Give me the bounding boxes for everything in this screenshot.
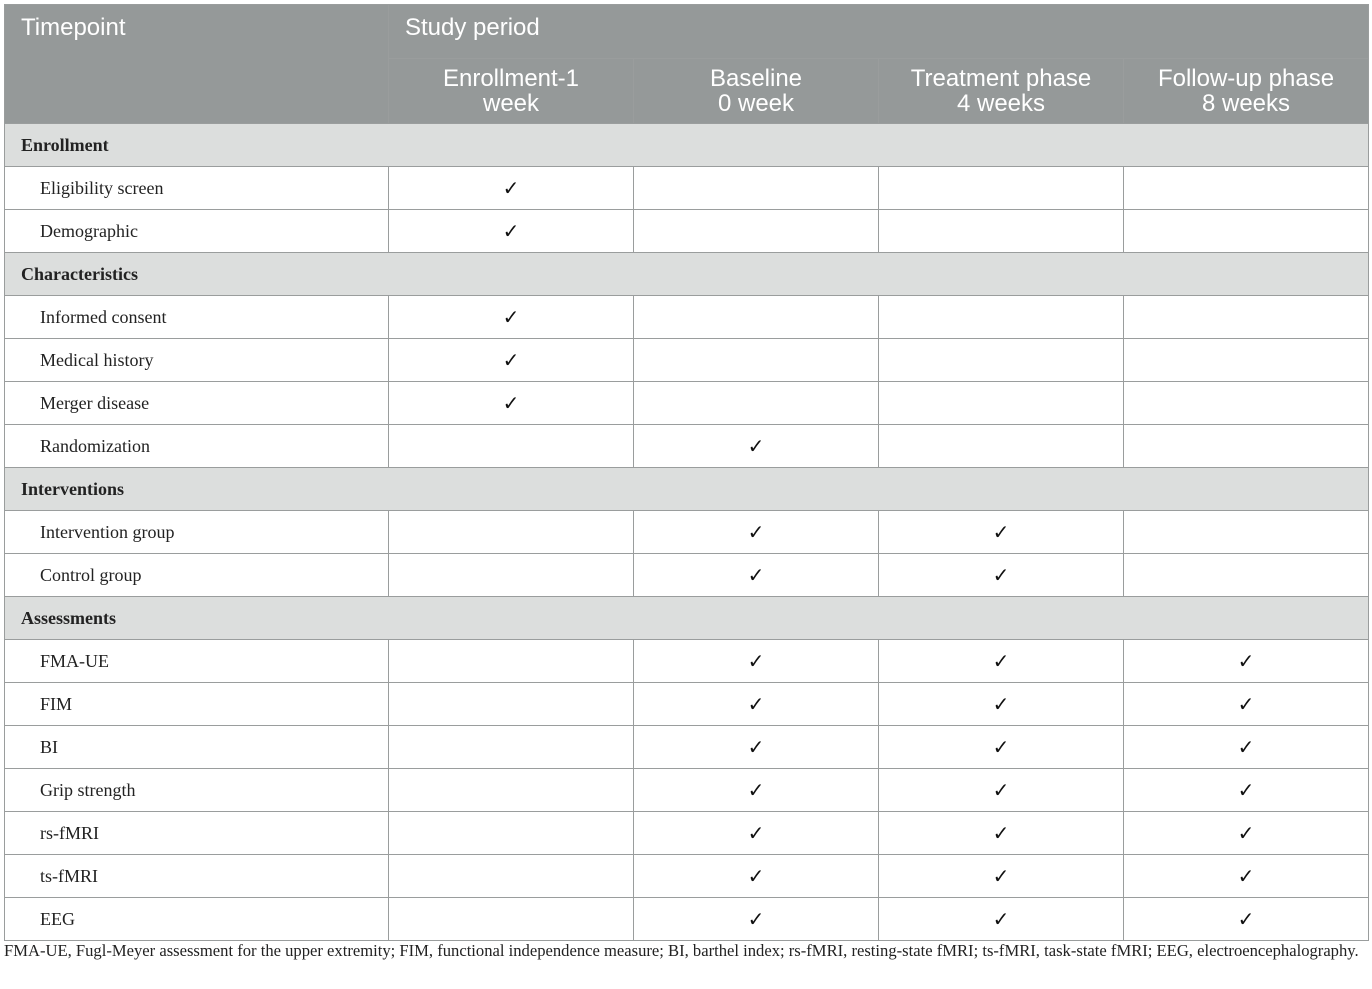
empty-cell <box>1124 296 1369 339</box>
row-label: Intervention group <box>5 511 389 554</box>
section-row <box>5 124 1369 167</box>
check-mark-icon: ✓ <box>992 864 1010 888</box>
empty-cell <box>634 382 879 425</box>
check-cell <box>1124 726 1369 769</box>
check-cell <box>879 554 1124 597</box>
check-cell <box>879 855 1124 898</box>
row-label: FIM <box>5 683 389 726</box>
check-mark-icon: ✓ <box>1237 692 1255 716</box>
row-label: Control group <box>5 554 389 597</box>
section-row <box>5 253 1369 296</box>
column-header-line1: Follow-up phase <box>1157 65 1335 92</box>
row-label: FMA-UE <box>5 640 389 683</box>
table-row <box>5 425 1369 468</box>
empty-cell <box>1124 382 1369 425</box>
table-body <box>5 124 1369 941</box>
row-label: Medical history <box>5 339 389 382</box>
check-mark-icon: ✓ <box>992 778 1010 802</box>
check-cell <box>1124 769 1369 812</box>
table-footnote: FMA-UE, Fugl-Meyer assessment for the upper extremity; FIM, functional independence measure; BI, barthel index; rs-fMRI, resting-state fMRI; ts-fMRI, task-state fMRI; EEG, electroencephalography. <box>4 941 1359 960</box>
empty-cell <box>634 339 879 382</box>
check-cell <box>634 726 879 769</box>
empty-cell <box>1124 167 1369 210</box>
table-row <box>5 210 1369 253</box>
check-cell <box>389 167 634 210</box>
empty-cell <box>879 210 1124 253</box>
row-label: ts-fMRI <box>5 855 389 898</box>
check-mark-icon: ✓ <box>502 176 520 200</box>
check-mark-icon: ✓ <box>502 219 520 243</box>
empty-cell <box>1124 210 1369 253</box>
check-cell <box>1124 898 1369 941</box>
column-header-follow-up <box>1124 59 1369 124</box>
empty-cell <box>879 339 1124 382</box>
check-cell <box>879 898 1124 941</box>
schedule-table-container <box>4 4 1368 941</box>
check-cell <box>879 726 1124 769</box>
check-mark-icon: ✓ <box>992 563 1010 587</box>
row-label: Demographic <box>5 210 389 253</box>
check-cell <box>1124 812 1369 855</box>
check-mark-icon: ✓ <box>747 907 765 931</box>
table-row <box>5 339 1369 382</box>
row-label: BI <box>5 726 389 769</box>
check-mark-icon: ✓ <box>502 348 520 372</box>
column-header-baseline <box>634 59 879 124</box>
check-cell <box>389 382 634 425</box>
column-header-treatment <box>879 59 1124 124</box>
empty-cell <box>634 210 879 253</box>
check-mark-icon: ✓ <box>1237 821 1255 845</box>
section-row <box>5 597 1369 640</box>
empty-cell <box>389 640 634 683</box>
check-cell <box>389 339 634 382</box>
check-mark-icon: ✓ <box>992 821 1010 845</box>
section-title: Interventions <box>5 468 1369 511</box>
check-cell <box>389 296 634 339</box>
column-header-line1: Treatment phase <box>910 65 1092 92</box>
table-row <box>5 167 1369 210</box>
empty-cell <box>389 683 634 726</box>
table-row <box>5 726 1369 769</box>
table-row <box>5 855 1369 898</box>
check-cell <box>389 210 634 253</box>
row-label: Eligibility screen <box>5 167 389 210</box>
row-label: rs-fMRI <box>5 812 389 855</box>
column-header-line1: Enrollment-1 <box>442 65 580 92</box>
section-title: Assessments <box>5 597 1369 640</box>
check-cell <box>1124 683 1369 726</box>
empty-cell <box>879 296 1124 339</box>
check-cell <box>879 511 1124 554</box>
check-mark-icon: ✓ <box>992 692 1010 716</box>
row-label: Grip strength <box>5 769 389 812</box>
row-label: Randomization <box>5 425 389 468</box>
check-cell <box>879 812 1124 855</box>
table-header <box>5 5 1369 124</box>
empty-cell <box>389 554 634 597</box>
check-mark-icon: ✓ <box>502 391 520 415</box>
table-row <box>5 511 1369 554</box>
table-row <box>5 296 1369 339</box>
empty-cell <box>389 511 634 554</box>
check-mark-icon: ✓ <box>747 864 765 888</box>
check-cell <box>1124 855 1369 898</box>
section-row <box>5 468 1369 511</box>
empty-cell <box>879 425 1124 468</box>
check-mark-icon: ✓ <box>747 520 765 544</box>
empty-cell <box>389 425 634 468</box>
empty-cell <box>879 382 1124 425</box>
check-cell <box>634 769 879 812</box>
empty-cell <box>1124 339 1369 382</box>
table-row <box>5 898 1369 941</box>
check-mark-icon: ✓ <box>992 520 1010 544</box>
row-label: EEG <box>5 898 389 941</box>
check-cell <box>634 511 879 554</box>
empty-cell <box>634 167 879 210</box>
row-label: Merger disease <box>5 382 389 425</box>
check-cell <box>634 812 879 855</box>
empty-cell <box>1124 554 1369 597</box>
column-header-line2: 4 weeks <box>956 90 1046 117</box>
column-header-line2: 8 weeks <box>1201 90 1291 117</box>
table-row <box>5 769 1369 812</box>
column-header-line2: week <box>482 90 540 117</box>
check-mark-icon: ✓ <box>747 563 765 587</box>
check-cell <box>634 425 879 468</box>
check-mark-icon: ✓ <box>747 692 765 716</box>
check-cell <box>634 855 879 898</box>
check-cell <box>634 640 879 683</box>
table-row <box>5 640 1369 683</box>
empty-cell <box>389 898 634 941</box>
check-mark-icon: ✓ <box>992 735 1010 759</box>
column-header-line1: Baseline <box>709 65 803 92</box>
check-mark-icon: ✓ <box>747 821 765 845</box>
check-mark-icon: ✓ <box>747 735 765 759</box>
study-schedule-table <box>4 4 1369 941</box>
check-mark-icon: ✓ <box>747 649 765 673</box>
column-header-line2: 0 week <box>717 90 795 117</box>
empty-cell <box>1124 511 1369 554</box>
check-mark-icon: ✓ <box>992 907 1010 931</box>
check-cell <box>634 554 879 597</box>
check-cell <box>879 683 1124 726</box>
check-cell <box>634 898 879 941</box>
table-row <box>5 382 1369 425</box>
check-cell <box>1124 640 1369 683</box>
check-cell <box>879 640 1124 683</box>
table-row <box>5 554 1369 597</box>
check-mark-icon: ✓ <box>1237 907 1255 931</box>
check-mark-icon: ✓ <box>1237 735 1255 759</box>
check-mark-icon: ✓ <box>1237 778 1255 802</box>
table-row <box>5 683 1369 726</box>
empty-cell <box>389 855 634 898</box>
empty-cell <box>879 167 1124 210</box>
check-mark-icon: ✓ <box>1237 864 1255 888</box>
table-row <box>5 812 1369 855</box>
timepoint-header: Timepoint <box>5 5 389 124</box>
section-title: Characteristics <box>5 253 1369 296</box>
check-mark-icon: ✓ <box>1237 649 1255 673</box>
study-period-header: Study period <box>389 5 1369 59</box>
empty-cell <box>389 769 634 812</box>
row-label: Informed consent <box>5 296 389 339</box>
column-header-enrollment <box>389 59 634 124</box>
check-cell <box>879 769 1124 812</box>
check-mark-icon: ✓ <box>992 649 1010 673</box>
check-mark-icon: ✓ <box>747 434 765 458</box>
empty-cell <box>634 296 879 339</box>
check-cell <box>634 683 879 726</box>
check-mark-icon: ✓ <box>747 778 765 802</box>
empty-cell <box>1124 425 1369 468</box>
empty-cell <box>389 726 634 769</box>
section-title: Enrollment <box>5 124 1369 167</box>
empty-cell <box>389 812 634 855</box>
check-mark-icon: ✓ <box>502 305 520 329</box>
